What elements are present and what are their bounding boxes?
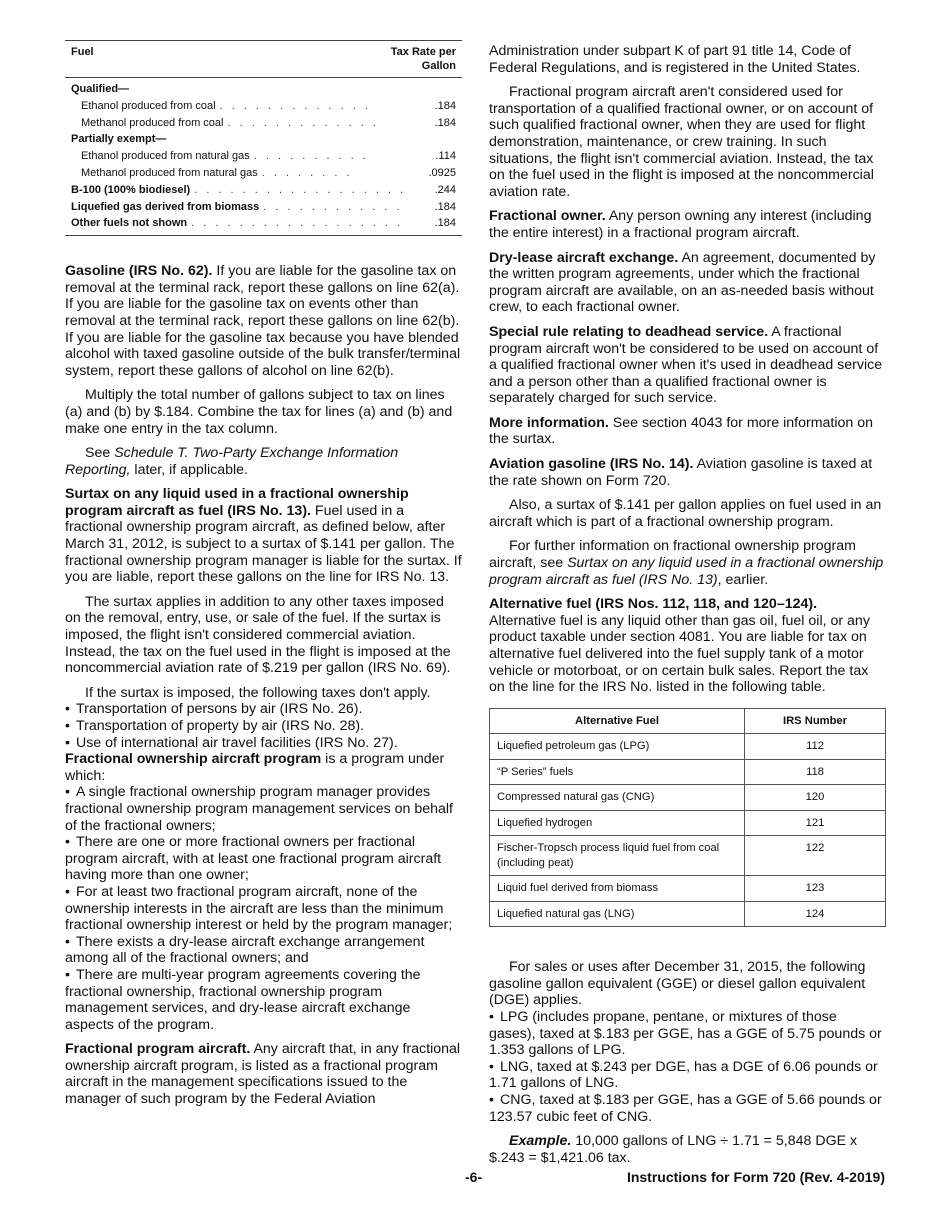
fuel-rate: .184 xyxy=(434,99,456,112)
irs-number-cell: 123 xyxy=(745,876,886,902)
avgas-paragraph xyxy=(489,456,886,489)
alternative-fuel-column-header: Alternative Fuel xyxy=(490,708,745,734)
dot-leader xyxy=(220,98,370,115)
owner-heading: Fractional owner. xyxy=(489,208,606,225)
owner-text: Any person owning any interest (including the entire interest) in a fractional program aircraft. xyxy=(489,208,872,241)
program-heading: Fractional ownership aircraft program xyxy=(65,751,322,768)
not-considered-paragraph: Fractional program aircraft aren't considered used for transportation of a qualified fractional owner, or on account of such qualified fractional owner, when they are used for flight demonstration, maintenance, or crew training. In such situations, the flight isn't commercial aviation. Instead, the tax on the fuel used in the flight is imposed at the noncommercial aviation rate. xyxy=(489,84,874,200)
altfuel-heading: Alternative fuel (IRS Nos. 112, 118, and 120–124). xyxy=(489,596,818,613)
avgas-text: Aviation gasoline is taxed at the rate shown on Form 720. xyxy=(489,456,873,489)
fuel-row xyxy=(71,165,456,182)
list-item: • There are one or more fractional owners per fractional program aircraft, with at least one fractional program aircraft having more than one owner; xyxy=(65,834,462,884)
list-item: • Transportation of persons by air (IRS No. 26). xyxy=(65,701,462,718)
dot-leader xyxy=(254,148,374,165)
see-schedule-t-paragraph xyxy=(65,445,462,478)
fuel-label: Other fuels not shown xyxy=(71,217,188,230)
surtax-text: Fuel used in a fractional ownership program aircraft, as defined below, after March 31, 2012, is subject to a surtax of $.141 per gallon. The fractional ownership program manager is liable for the surtax. If you are liable, report these gallons on the line for IRS No. 13. xyxy=(65,502,462,586)
program-text: is a program under which: xyxy=(65,751,445,784)
qualified-heading: Qualified— xyxy=(71,83,130,95)
right-column xyxy=(489,43,886,1174)
fuel-rate: .184 xyxy=(434,200,456,213)
avgas-heading: Aviation gasoline (IRS No. 14). xyxy=(489,456,694,473)
if-surtax-paragraph: If the surtax is imposed, the following taxes don't apply. xyxy=(85,684,431,701)
drylease-text: An agreement, documented by the written program agreements, under which the fractional program aircraft are available, on an as-needed basis without crew, to each fractional owner. xyxy=(489,249,876,316)
fuel-cell: Liquefied petroleum gas (LPG) xyxy=(490,734,745,760)
fuel-row xyxy=(71,199,456,216)
fuel-row xyxy=(71,215,456,232)
irs-number-cell: 122 xyxy=(745,836,886,876)
surtax-applies-paragraph: The surtax applies in addition to any other taxes imposed on the removal, entry, use, or sale of the fuel. If the surtax is imposed, the flight isn't considered commercial aviation. Instead, the tax on the fuel used in the flight is imposed at the noncommercial aviation rate of $.219 per gallon (IRS No. 69). xyxy=(65,593,451,677)
sales-paragraph: For sales or uses after December 31, 2015, the following gasoline gallon equivalent (GGE) or diesel gallon equivalent (DGE) applies. xyxy=(489,959,866,1009)
table-row xyxy=(490,785,886,811)
fuel-tax-rate-table xyxy=(65,40,462,236)
aircraft-paragraph xyxy=(65,1041,462,1107)
fuel-row xyxy=(71,148,456,165)
deadhead-paragraph xyxy=(489,324,886,407)
table-row xyxy=(490,901,886,927)
list-item: • There are multi-year program agreements covering the fractional ownership, fractional ownership program management services, and dry-lease aircraft exchange aspects of the program. xyxy=(65,967,462,1033)
fuel-table-header xyxy=(65,41,462,78)
see-suffix: later, if applicable. xyxy=(130,461,248,478)
irs-number-column-header: IRS Number xyxy=(745,708,886,734)
fuel-rate: .184 xyxy=(434,217,456,230)
fuel-cell: Liquefied hydrogen xyxy=(490,810,745,836)
table-header-row xyxy=(490,708,886,734)
program-paragraph xyxy=(65,751,462,784)
table-row xyxy=(490,876,886,902)
aircraft-heading: Fractional program aircraft. xyxy=(65,1041,251,1058)
dot-leader xyxy=(191,215,404,232)
also-paragraph: Also, a surtax of $.141 per gallon applies on fuel used in an aircraft which is part of a fractional ownership program. xyxy=(489,497,882,530)
form-title-footer: Instructions for Form 720 (Rev. 4-2019) xyxy=(626,1169,885,1185)
dot-leader xyxy=(263,199,404,216)
example-text: 10,000 gallons of LNG ÷ 1.71 = 5,848 DGE x $.243 = $1,421.06 tax. xyxy=(489,1133,858,1166)
fuel-rate: .114 xyxy=(435,150,456,163)
fuel-cell: Liquid fuel derived from biomass xyxy=(490,876,745,902)
fuel-label: Ethanol produced from natural gas xyxy=(81,150,250,163)
dot-leader xyxy=(262,165,357,182)
fuel-cell: Compressed natural gas (CNG) xyxy=(490,785,745,811)
fuel-table-body xyxy=(65,78,462,235)
example-heading: Example. xyxy=(509,1133,572,1150)
irs-number-cell: 118 xyxy=(745,759,886,785)
list-item: • For at least two fractional program aircraft, none of the ownership interests in the aircraft are less than the minimum fractional ownership interest or held by the program manager; xyxy=(65,884,462,934)
dot-leader xyxy=(227,115,377,132)
partially-exempt-heading: Partially exempt— xyxy=(71,133,167,146)
owner-paragraph xyxy=(489,208,886,241)
surtax-heading: Surtax on any liquid used in a fractional ownership program aircraft as fuel (IRS No. 13). xyxy=(65,486,409,519)
dot-leader xyxy=(194,182,404,199)
table-row xyxy=(490,734,886,760)
fuel-row xyxy=(71,182,456,199)
surtax-reference: Surtax on any liquid used in a fractional ownership program aircraft as fuel (IRS No. 13) xyxy=(489,555,884,588)
fuel-column-header: Fuel xyxy=(71,46,94,58)
example-paragraph xyxy=(489,1133,886,1166)
list-item: • A single fractional ownership program manager provides fractional ownership program management services on behalf of the fractional owners; xyxy=(65,784,462,834)
multiply-paragraph: Multiply the total number of gallons subject to tax on lines (a) and (b) by $.184. Combine the tax for lines (a) and (b) and make one entry in the tax column. xyxy=(65,387,453,437)
list-item: • CNG, taxed at $.183 per GGE, has a GGE of 5.66 pounds or 123.57 cubic feet of CNG. xyxy=(489,1092,886,1125)
partial-heading-row xyxy=(71,131,456,148)
moreinfo-paragraph xyxy=(489,415,886,448)
list-item: • Use of international air travel facilities (IRS No. 27). xyxy=(65,735,462,752)
left-column xyxy=(65,40,462,1116)
qualified-heading-row xyxy=(71,81,456,98)
list-item: • Transportation of property by air (IRS No. 28). xyxy=(65,718,462,735)
fuel-label: Ethanol produced from coal xyxy=(81,99,216,112)
list-item: • LPG (includes propane, pentane, or mixtures of those gases), taxed at $.183 per GGE, has a GGE of 5.75 pounds or 1.353 gallons of LPG. xyxy=(489,1009,886,1059)
fuel-label: Methanol produced from coal xyxy=(81,116,224,129)
deadhead-text: A fractional program aircraft won't be considered to be used on account of a qualified fractional owner when it's used in deadhead service and a person other than a qualified fractional owner is separately charged for such service. xyxy=(489,323,883,407)
fuel-cell: Liquefied natural gas (LNG) xyxy=(490,901,745,927)
irs-number-cell: 121 xyxy=(745,810,886,836)
deadhead-heading: Special rule relating to deadhead service. xyxy=(489,323,769,340)
fuel-rate: .184 xyxy=(434,116,456,129)
see-prefix: See xyxy=(85,445,115,462)
list-item: • LNG, taxed at $.243 per DGE, has a DGE of 6.06 pounds or 1.71 gallons of LNG. xyxy=(489,1059,886,1092)
irs-number-cell: 120 xyxy=(745,785,886,811)
fuel-cell: “P Series” fuels xyxy=(490,759,745,785)
further-suffix: , earlier. xyxy=(717,571,769,588)
further-paragraph xyxy=(489,538,886,588)
irs-number-cell: 112 xyxy=(745,734,886,760)
gasoline-text: If you are liable for the gasoline tax on removal at the terminal rack, report these gallons on line 62(a). If you are liable for the gasoline tax on events other than removal at the terminal rack, report these gallons on line 62(b). If you are liable for the gasoline tax because you have blended alcohol with taxed gasoline outside of the bulk transfer/terminal system, report these gallons of alcohol on line 62(b). xyxy=(65,263,461,379)
moreinfo-text: See section 4043 for more information on the surtax. xyxy=(489,414,874,448)
table-row xyxy=(490,759,886,785)
table-row xyxy=(490,810,886,836)
altfuel-paragraph xyxy=(489,596,886,696)
fuel-rate: .0925 xyxy=(428,166,456,179)
irs-number-cell: 124 xyxy=(745,901,886,927)
fuel-rate: .244 xyxy=(434,183,456,196)
page-number: -6- xyxy=(465,1169,483,1185)
further-prefix: For further information on fractional ownership program aircraft, see xyxy=(489,538,856,572)
fuel-row xyxy=(71,115,456,132)
fuel-cell: Fischer-Tropsch process liquid fuel from coal (including peat) xyxy=(490,836,745,876)
drylease-paragraph xyxy=(489,250,886,316)
list-item: • There exists a dry-lease aircraft exchange arrangement among all of the fractional owners; and xyxy=(65,934,462,967)
aircraft-text: Any aircraft that, in any fractional ownership aircraft program, is listed as a fractional program aircraft in the management specifications issued to the manager of such program by the Federal Aviation xyxy=(65,1041,461,1108)
schedule-t-reference: Schedule T. Two-Party Exchange Information Reporting, xyxy=(65,445,399,478)
fuel-label: Methanol produced from natural gas xyxy=(81,166,258,179)
alternative-fuel-table xyxy=(489,708,886,928)
fuel-row xyxy=(71,98,456,115)
table-row xyxy=(490,836,886,876)
fuel-label: B-100 (100% biodiesel) xyxy=(71,183,191,196)
altfuel-text: Alternative fuel is any liquid other than gas oil, fuel oil, or any product taxable under section 4081. You are liable for tax on alternative fuel delivered into the fuel supply tank of a motor vehicle or motorboat, or on certain bulk sales. Report the tax on the line for the IRS No. listed in the following table. xyxy=(489,612,870,696)
gasoline-paragraph xyxy=(65,263,462,379)
drylease-heading: Dry-lease aircraft exchange. xyxy=(489,249,679,266)
gasoline-heading: Gasoline (IRS No. 62). xyxy=(65,263,213,280)
surtax-paragraph xyxy=(65,486,462,586)
continuation-paragraph: Administration under subpart K of part 91 title 14, Code of Federal Regulations, and is registered in the United States. xyxy=(489,43,861,76)
fuel-label: Liquefied gas derived from biomass xyxy=(71,200,260,213)
moreinfo-heading: More information. xyxy=(489,414,609,431)
tax-rate-column-header: Tax Rate per Gallon xyxy=(390,46,456,72)
